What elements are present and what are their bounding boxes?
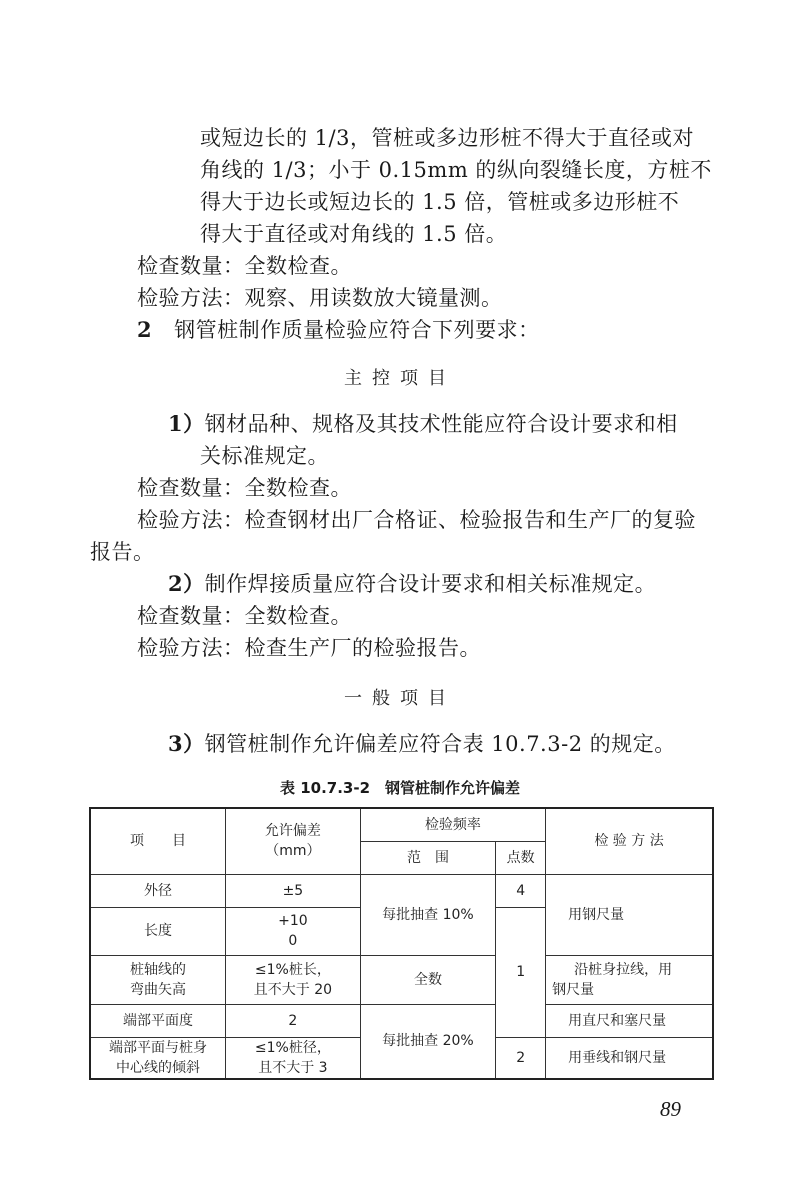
paragraph-line: 得大于直径或对角线的 1.5 倍。 <box>200 222 508 246</box>
header-scope: 范 围 <box>360 841 496 874</box>
table-row <box>90 1004 713 1037</box>
sub-item-number: 3） <box>168 731 205 756</box>
header-tolerance-label: 允许偏差 <box>264 823 321 840</box>
sub-item-1 <box>168 410 678 438</box>
item-line: 弯曲矢高 <box>130 981 187 998</box>
cell-item <box>90 1037 226 1079</box>
page-number: 89 <box>660 1097 681 1121</box>
header-tolerance-unit: （mm） <box>265 843 321 860</box>
tolerance-line: ≤1%桩长， <box>254 961 331 978</box>
tolerance-line: 且不大于 20 <box>253 981 333 998</box>
cell-scope: 每批抽查 20% <box>360 1004 496 1079</box>
method-line: 沿桩身拉线，用 <box>574 961 673 978</box>
cell-points: 2 <box>496 1037 546 1079</box>
header-method: 检 验 方 法 <box>546 808 713 874</box>
tolerance-line: ≤1%桩径， <box>254 1039 331 1056</box>
paragraph-line: 关标准规定。 <box>200 444 329 468</box>
cell-tolerance <box>226 1037 361 1079</box>
cell-method: 用垂线和钢尺量 <box>546 1037 713 1079</box>
header-frequency: 检验频率 <box>360 808 545 841</box>
header-item: 项 目 <box>90 808 226 874</box>
sub-item-text: 制作焊接质量应符合设计要求和相关标准规定。 <box>204 572 657 596</box>
cell-item: 端部平面度 <box>90 1004 226 1037</box>
item-line: 中心线的倾斜 <box>116 1059 201 1076</box>
sub-item-number: 1） <box>168 411 205 436</box>
cell-item: 长度 <box>90 907 226 955</box>
table-header-row <box>90 808 713 841</box>
paragraph-line: 角线的 1/3；小于 0.15mm 的纵向裂缝长度，方桩不 <box>200 158 712 182</box>
tolerance-upper: +10 <box>278 913 308 929</box>
paragraph-line: 或短边长的 1/3，管桩或多边形桩不得大于直径或对 <box>200 126 694 150</box>
item-line: 端部平面与桩身 <box>109 1039 208 1056</box>
table-row <box>90 874 713 907</box>
item-2 <box>137 316 540 344</box>
check-method: 检验方法：检查钢材出厂合格证、检验报告和生产厂的复验 <box>137 508 696 532</box>
paragraph-line: 得大于边长或短边长的 1.5 倍，管桩或多边形桩不 <box>200 190 680 214</box>
item-number: 2 <box>137 317 153 342</box>
tolerance-line: 且不大于 3 <box>258 1059 328 1076</box>
check-method: 检验方法：观察、用读数放大镜量测。 <box>137 286 503 310</box>
cell-points: 1 <box>496 907 546 1037</box>
check-quantity: 检查数量：全数检查。 <box>137 476 352 500</box>
method-line: 钢尺量 <box>552 981 595 998</box>
cell-item <box>90 955 226 1004</box>
cell-method <box>546 955 713 1004</box>
cell-method: 用钢尺量 <box>546 874 713 955</box>
table-row <box>90 955 713 1004</box>
sub-item-number: 2） <box>168 571 205 596</box>
header-points: 点数 <box>496 841 546 874</box>
cell-tolerance <box>226 955 361 1004</box>
cell-tolerance: 2 <box>226 1004 361 1037</box>
paragraph-line: 报告。 <box>90 540 155 564</box>
check-quantity: 检查数量：全数检查。 <box>137 254 352 278</box>
header-tolerance <box>226 808 361 874</box>
cell-method: 用直尺和塞尺量 <box>546 1004 713 1037</box>
cell-tolerance: ±5 <box>226 874 361 907</box>
section-heading-main-control: 主控项目 <box>344 368 456 389</box>
sub-item-3 <box>168 730 676 758</box>
check-method: 检验方法：检查生产厂的检验报告。 <box>137 636 481 660</box>
cell-tolerance <box>226 907 361 955</box>
cell-scope: 全数 <box>360 955 496 1004</box>
tolerance-lower: 0 <box>288 933 298 949</box>
check-quantity: 检查数量：全数检查。 <box>137 604 352 628</box>
table-caption: 表 10.7.3-2 钢管桩制作允许偏差 <box>279 779 521 797</box>
sub-item-text: 钢材品种、规格及其技术性能应符合设计要求和相 <box>204 412 678 436</box>
item-text: 钢管桩制作质量检验应符合下列要求： <box>174 318 540 342</box>
sub-item-2 <box>168 570 656 598</box>
tolerance-table <box>89 807 714 1080</box>
cell-item: 外径 <box>90 874 226 907</box>
cell-scope: 每批抽查 10% <box>360 874 496 955</box>
section-heading-general: 一般项目 <box>344 688 456 709</box>
sub-item-text: 钢管桩制作允许偏差应符合表 10.7.3-2 的规定。 <box>204 732 676 756</box>
cell-points: 4 <box>496 874 546 907</box>
item-line: 桩轴线的 <box>130 961 187 978</box>
